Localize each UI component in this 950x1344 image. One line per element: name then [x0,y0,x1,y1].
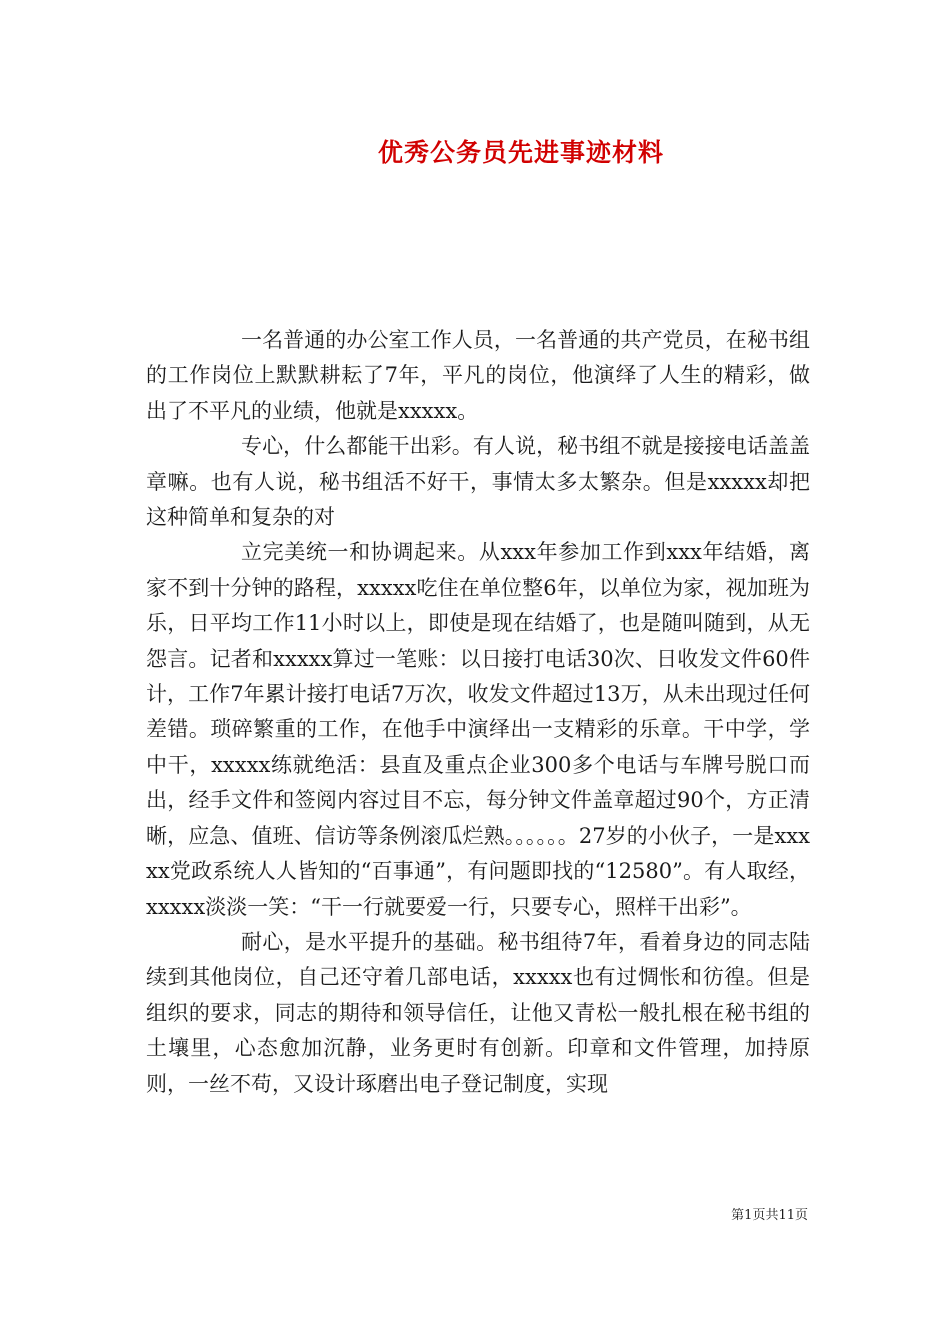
paragraph-3: 立完美统一和协调起来。从xxx年参加工作到xxx年结婚，离家不到十分钟的路程，xxxxx吃住在单位整6年，以单位为家，视加班为乐，日平均工作11小时以上，即使是现在结婚了，也是随叫随到，从无怨言。记者和xxxxx算过一笔账：以日接打电话30次、日收发文件60件计，工作7年累计接打电话7万次，收发文件超过13万，从未出现过任何差错。琐碎繁重的工作，在他手中演绎出一支精彩的乐章。干中学，学中干，xxxxx练就绝活：县直及重点企业300多个电话与车牌号脱口而出，经手文件和签阅内容过目不忘，每分钟文件盖章超过90个，方正清晰，应急、值班、信访等条例滚瓜烂熟。。。。。。27岁的小伙子，一是xxxxx党政系统人人皆知的“百事通”，有问题即找的“12580”。有人取经，xxxxx淡淡一笑：“干一行就要爱一行，只要专心，照样干出彩”。 [146,540,810,919]
paragraph-2: 专心，什么都能干出彩。有人说，秘书组不就是接接电话盖盖章嘛。也有人说，秘书组活不好干，事情太多太繁杂。但是xxxxx却把这种简单和复杂的对 [146,434,810,530]
document-title: 优秀公务员先进事迹材料 [377,138,664,167]
paragraph-4: 耐心，是水平提升的基础。秘书组待7年，看着身边的同志陆续到其他岗位，自己还守着几部电话，xxxxx也有过惆怅和彷徨。但是组织的要求，同志的期待和领导信任，让他又青松一般扎根在秘书组的土壤里，心态愈加沉静，业务更时有创新。印章和文件管理，加持原则，一丝不苟，又设计琢磨出电子登记制度，实现 [146,929,810,1096]
document-body [146,323,810,1102]
paragraph-1: 一名普通的办公室工作人员，一名普通的共产党员，在秘书组的工作岗位上默默耕耘了7年，平凡的岗位，他演绎了人生的精彩，做出了不平凡的业绩，他就是xxxxx。 [146,328,810,423]
page-number-footer: 第1页共11页 [731,1208,808,1223]
